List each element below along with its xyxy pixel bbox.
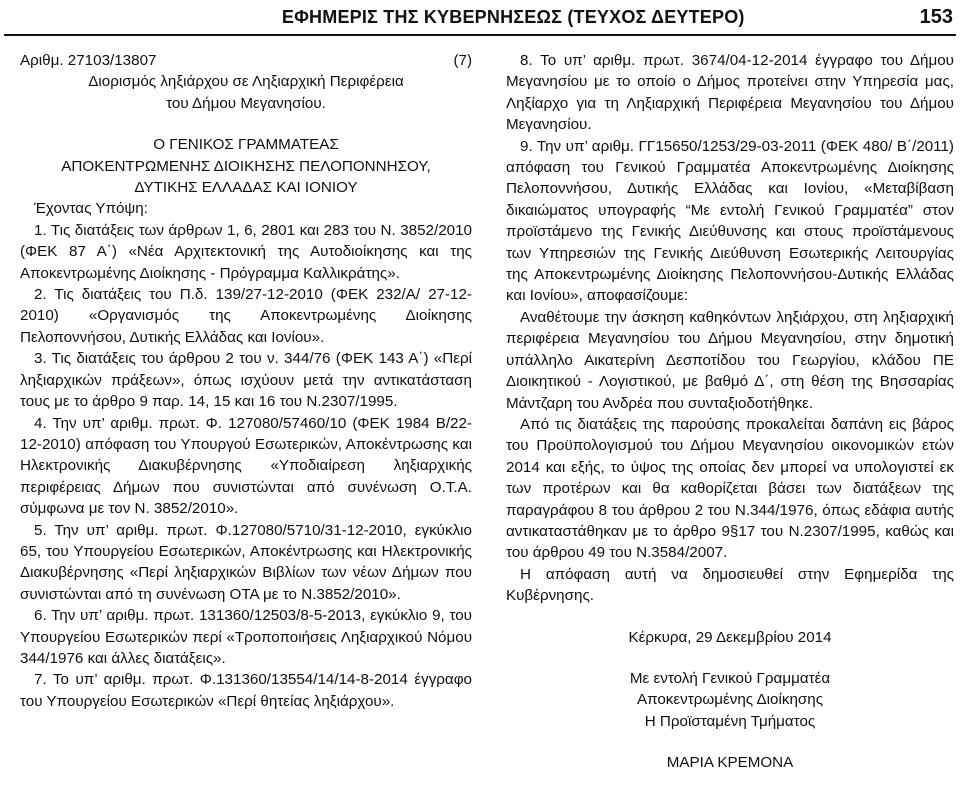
having-regard-heading: Έχοντας Υπόψη:	[34, 200, 148, 218]
signature-block	[506, 627, 954, 774]
considerations-item-3: 3. Τις διατάξεις του άρθρου 2 του ν. 344/76 (ΦΕΚ 143 Α΄) «Περί ληξιαρχικών πράξεων», όπως ισχύουν μετά την αντικατάσταση τους με το άρθρο 9 παρ. 14, 15 και 16 του Ν.2307/1995.	[20, 350, 472, 411]
decision-marker: (7)	[453, 52, 472, 69]
signature-line1: Με εντολή Γενικού Γραμματέα	[629, 669, 831, 687]
considerations-item-8: 8. Το υπ’ αριθμ. πρωτ. 3674/04-12-2014 έγγραφο του Δήμου Μεγανησίου με το οποίο ο Δήμος προτείνει στην Υπηρεσία μας, Ληξίαρχο για τη Ληξιαρχική Περιφέρεια Μεγανησίου του Δήμου Μεγανησίου.	[506, 52, 954, 134]
spacer	[20, 114, 472, 134]
decision-subject-line1: Διορισμός ληξιάρχου σε Ληξιαρχική Περιφέρεια	[88, 73, 404, 91]
left-column	[20, 50, 472, 712]
considerations-item-4: 4. Την υπ’ αριθμ. πρωτ. Φ. 127080/57460/10 (ΦΕΚ 1984 Β/22-12-2010) απόφαση του Υπουργού Εσωτερικών, Αποκέντρωσης και Ηλεκτρονικής Διακυβέρνησης «Υποδιαίρεση ληξιαρχικής περιφέρειας Δήμων που συνιστώνται από συνένωση Ο.Τ.Α. σύμφωνα με τον Ν. 3852/2010».	[20, 414, 472, 518]
gazette-title: ΕΦΗΜΕΡΙΣ ΤΗΣ ΚΥΒΕΡΝΗΣΕΩΣ (ΤΕΥΧΟΣ ΔΕΥΤΕΡΟ)	[281, 6, 745, 27]
authority-line2: ΑΠΟΚΕΝΤΡΩΜΕΝΗΣ ΔΙΟΙΚΗΣΗΣ ΠΕΛΟΠΟΝΝΗΣΟΥ,	[61, 157, 431, 175]
signature-place-date: Κέρκυρα, 29 Δεκεμβρίου 2014	[628, 628, 832, 646]
considerations-item-7: 7. Το υπ’ αριθμ. πρωτ. Φ.131360/13554/14/14-8-2014 έγγραφο του Υπουργείου Εσωτερικών «Περί θητείας ληξιάρχου».	[20, 671, 472, 710]
right-column	[506, 50, 954, 774]
signature-line3: Η Προϊσταμένη Τμήματος	[644, 712, 816, 730]
signatory-name: ΜΑΡΙΑ ΚΡΕΜΟΝΑ	[666, 754, 794, 772]
authority-line3: ΔΥΤΙΚΗΣ ΕΛΛΑΔΑΣ ΚΑΙ ΙΟΝΙΟΥ	[134, 179, 358, 197]
page-number: 153	[919, 5, 953, 28]
header-rule	[4, 34, 956, 36]
decision-paragraph-1: Αναθέτουμε την άσκηση καθηκόντων ληξιάρχου, στη ληξιαρχική περιφέρεια Μεγανησίου του Δήμου Μεγανησίου, στην δημοτική υπάλληλο Αικατερίνη Δεσποτίδου του Γεωργίου, κλάδου ΠΕ Διοικητικού - Λογιστικού, με βαθμό Δ΄, στη θέση της Βησσαρίας Μάντζαρη του Ανδρέα που συνταξιοδοτήθηκε.	[506, 308, 954, 412]
decision-number: Αριθμ. 27103/13807	[20, 52, 157, 69]
decision-number-row	[20, 50, 472, 71]
considerations-item-2: 2. Τις διατάξεις του Π.δ. 139/27-12-2010 (ΦΕΚ 232/Α/ 27-12-2010) «Οργανισμός της Αποκεντρωμένης Διοίκησης Πελοποννήσου, Δυτικής Ελλάδας και Ιονίου».	[20, 286, 472, 346]
spacer	[506, 732, 954, 752]
considerations-item-9: 9. Την υπ’ αριθμ. ΓΓ15650/1253/29-03-2011 (ΦΕΚ 480/ Β΄/2011) απόφαση του Γενικού Γραμματέα Αποκεντρωμένης Διοίκησης Πελοποννήσου, Δυτικής Ελλάδας και Ιονίου, «Μεταβίβαση δικαιώματος υπογραφής “Με εντολή Γενικού Γραμματέα” στον προϊστάμενο της Γενικής Διεύθυνσης και στους προϊστάμενους των Υπηρεσιών της Γενικής Διεύθυνση Εσωτερικής Λειτουργίας της Αποκεντρωμένης Διοίκησης Πελοποννήσου-Δυτικής Ελλάδας και Ιονίου», αποφασίζουμε:	[506, 137, 954, 305]
authority-line1: Ο ΓΕΝΙΚΟΣ ΓΡΑΜΜΑΤΕΑΣ	[153, 136, 339, 154]
spacer	[506, 607, 954, 627]
considerations-item-1: 1. Τις διατάξεις των άρθρων 1, 6, 2801 και 283 του Ν. 3852/2010 (ΦΕΚ 87 Α΄) «Νέα Αρχιτεκτονική της Αυτοδιοίκησης και της Αποκεντρωμένης Διοίκησης - Πρόγραμμα Καλλικράτης».	[20, 221, 472, 282]
considerations-item-6: 6. Την υπ’ αριθμ. πρωτ. 131360/12503/8-5-2013, εγκύκλιο 9, του Υπουργείου Εσωτερικών περί «Τροποποιήσεις Ληξιαρχικού Νόμου 344/1976 και άλλες διατάξεις».	[20, 607, 472, 667]
decision-subject-line2: του Δήμου Μεγανησίου.	[166, 94, 326, 112]
decision-paragraph-3: Η απόφαση αυτή να δημοσιευθεί στην Εφημερίδα της Κυβέρνησης.	[506, 565, 954, 605]
page-header	[20, 2, 955, 32]
spacer	[506, 648, 954, 668]
considerations-item-5: 5. Την υπ’ αριθμ. πρωτ. Φ.127080/5710/31-12-2010, εγκύκλιο 65, του Υπουργείου Εσωτερικών, Αποκέντρωσης και Ηλεκτρονικής Διακυβέρνησης «Περί ληξιαρχικών Βιβλίων των νέων Δήμων που συνιστώνται από τη συνένωση ΟΤΑ με το Ν.3852/2010».	[20, 521, 472, 603]
decision-paragraph-2: Από τις διατάξεις της παρούσης προκαλείται δαπάνη εις βάρος του Προϋπολογισμού του Δήμου Μεγανησίου οικονομικών ετών 2014 και εξής, το ύψος της οποίας δεν μπορεί να υπολογιστεί εκ των προτέρων και θα καθορίζεται βάσει των διατάξεων της παραγράφου 8 του άρθρου 2 του Ν.344/1976, όπως εδάφια αυτής αντικαταστάθηκαν με το άρθρο 9§17 του Ν.2307/1995, καθώς και του άρθρου 49 του Ν.3584/2007.	[506, 415, 954, 562]
signature-line2: Αποκεντρωμένης Διοίκησης	[636, 691, 824, 709]
